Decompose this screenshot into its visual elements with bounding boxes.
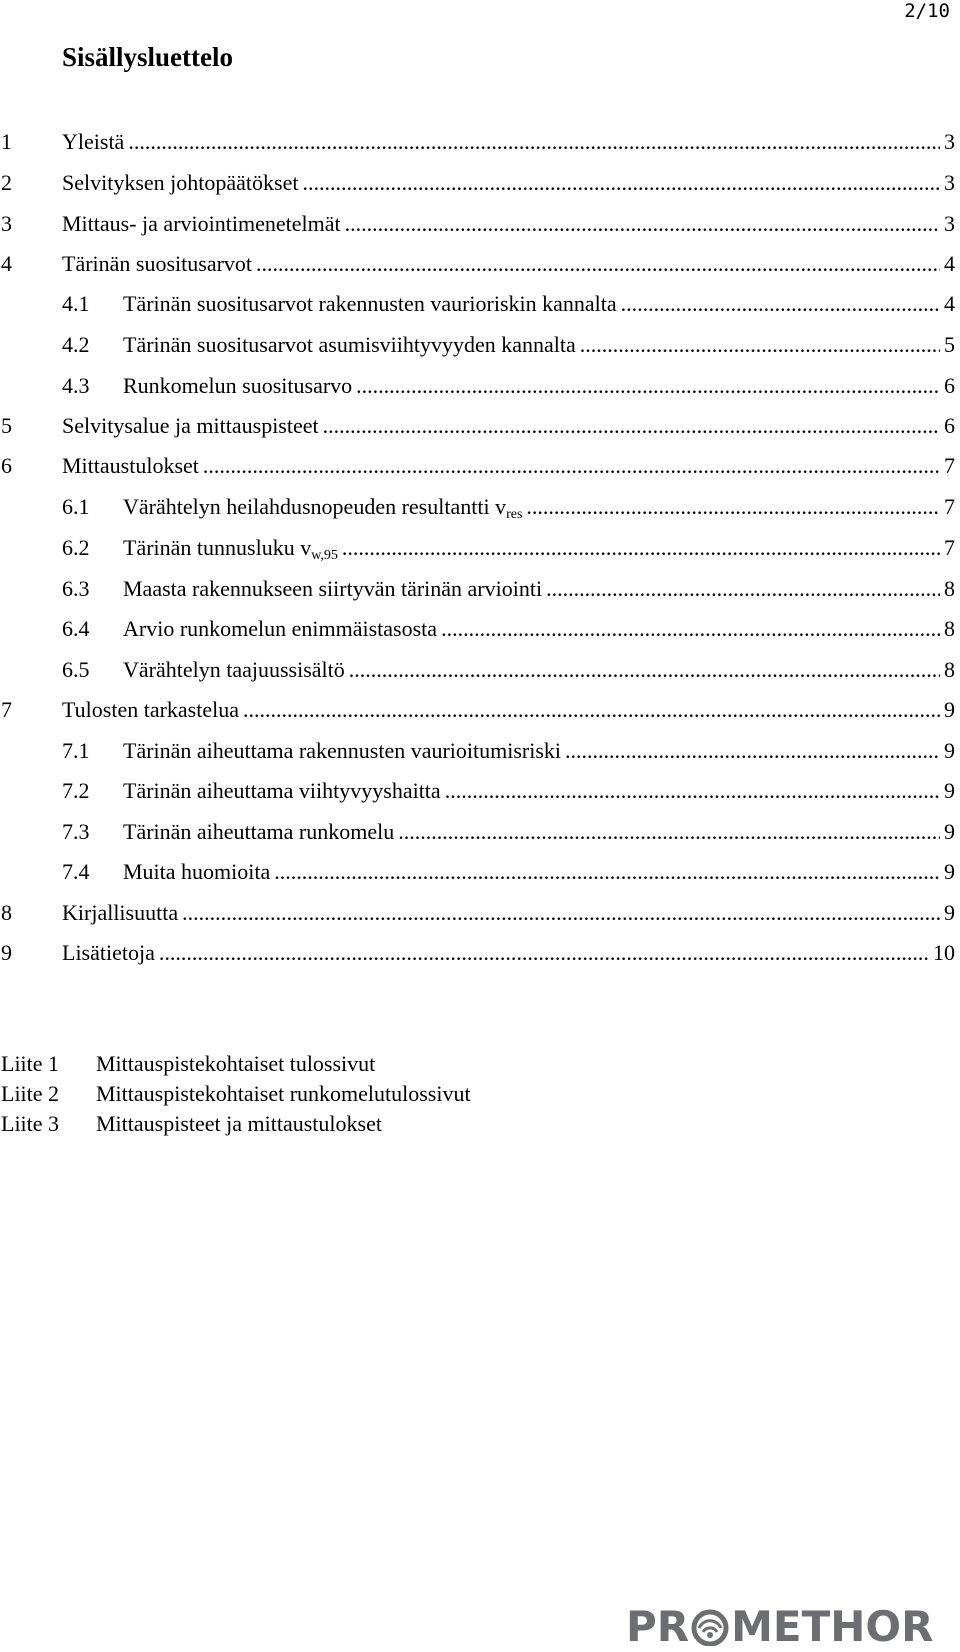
toc-entry[interactable] [0,573,960,605]
toc-entry-page: 9 [944,819,955,844]
toc-entry[interactable] [0,410,960,442]
toc-entry[interactable] [0,208,960,240]
dot-leader [256,248,940,280]
toc-entry-title [123,816,394,848]
toc-entry-title [62,937,155,969]
toc-entry-line [123,491,960,523]
toc-entry[interactable] [0,532,960,564]
dot-leader [274,856,940,888]
toc-entry-title [123,370,352,402]
toc-entry-line [123,613,960,645]
appendix-list [0,1049,700,1139]
toc-entry-line [123,654,960,686]
toc-entry-line [62,410,960,442]
toc-entry-number: 6.3 [62,576,90,601]
toc-entry-number: 6 [1,453,12,478]
toc-entry[interactable] [0,370,960,402]
toc-entry-title-text: Yleistä [62,129,125,154]
appendix-label: Liite 2 [1,1081,60,1106]
toc-entry-title [62,208,341,240]
toc-entry-title-text: Kirjallisuutta [62,900,179,925]
appendix-title: Mittauspisteet ja mittaustulokset [96,1111,382,1136]
toc-entry[interactable] [0,613,960,645]
toc-entry-line [123,370,960,402]
toc-entry-title-text: Tärinän suositusarvot [62,251,253,276]
dot-leader [243,694,940,726]
toc-entry-page: 9 [944,778,955,803]
toc-entry-title-text: Tärinän tunnusluku v [123,535,312,560]
toc-entry-title-text: Tulosten tarkastelua [62,697,239,722]
toc-heading: Sisällysluettelo [62,42,234,72]
toc-entry-page: 9 [944,697,955,722]
toc-entry-page: 3 [944,170,955,195]
toc-entry-title-text: Arvio runkomelun enimmäistasosta [123,616,438,641]
page-number: 2/10 [904,0,950,22]
toc-entry-title-text: Selvityksen johtopäätökset [62,170,299,195]
toc-entry-title-text: Muita huomioita [123,859,271,884]
dot-leader [345,208,940,240]
toc-entry-number: 4.1 [62,291,90,316]
toc-entry-title [123,613,437,645]
toc-entry-subscript: res [506,507,523,522]
toc-entry[interactable] [0,735,960,767]
toc-entry-page: 4 [944,251,955,276]
toc-entry-number: 1 [1,129,12,154]
dot-leader [302,167,940,199]
promethor-logo [626,1601,956,1651]
dot-leader [159,937,929,969]
toc-entry-page: 3 [944,129,955,154]
toc-entry-number: 6.4 [62,616,90,641]
toc-entry-number: 6.2 [62,535,90,560]
toc-entry-line [123,735,960,767]
toc-entry-number: 6.1 [62,494,90,519]
toc-entry-title-text: Tärinän suositusarvot rakennusten vaurioriskin kannalta [123,291,617,316]
toc-entry-line [62,208,960,240]
toc-entry-title [62,897,178,929]
toc-entry-title [62,248,252,280]
toc-entry-title [123,491,522,523]
appendix-title: Mittauspistekohtaiset runkomelutulossivut [96,1081,471,1106]
appendix-title: Mittauspistekohtaiset tulossivut [96,1051,376,1076]
dot-leader [182,897,940,929]
toc-entry-title [123,654,345,686]
toc-entry-line [62,897,960,929]
toc-entry-page: 7 [944,535,955,560]
toc-entry-subscript: w,95 [311,548,338,563]
toc-entry[interactable] [0,694,960,726]
toc-entry-title [123,775,441,807]
dot-leader [526,491,940,523]
toc-entry-line [62,694,960,726]
toc-entry-title-text: Selvitysalue ja mittauspisteet [62,413,319,438]
toc-entry-title [123,573,542,605]
toc-entry-title [123,856,270,888]
dot-leader [441,613,940,645]
toc-entry[interactable] [0,775,960,807]
dot-leader [621,288,940,320]
toc-entry-number: 7.3 [62,819,90,844]
toc-entry-number: 4.2 [62,332,90,357]
signal-o-icon [690,1606,730,1646]
toc-entry-number: 7 [1,697,12,722]
toc-entry-page: 4 [944,291,955,316]
toc-entry-line [62,937,960,969]
toc-entry-title [62,167,298,199]
toc-entry-page: 6 [944,373,955,398]
toc-entry-page: 8 [944,616,955,641]
toc-entry-number: 4.3 [62,373,90,398]
toc-entry[interactable] [0,816,960,848]
toc-entry-page: 6 [944,413,955,438]
toc-entry[interactable] [0,288,960,320]
dot-leader [323,410,940,442]
appendix-item [0,1109,700,1139]
toc-entry-title [123,329,576,361]
dot-leader [128,126,940,158]
toc-entry-title-text: Tärinän aiheuttama viihtyvyyshaitta [123,778,441,803]
toc-entry-line [123,573,960,605]
toc-entry-title [62,450,199,482]
toc-entry-title-text: Mittaustulokset [62,453,199,478]
toc-entry-number: 9 [1,940,12,965]
toc-entry-page: 8 [944,576,955,601]
toc-entry-line [123,816,960,848]
toc-entry-page: 3 [944,211,955,236]
appendix-label: Liite 1 [1,1051,60,1076]
toc-entry-title [123,735,561,767]
dot-leader [546,573,940,605]
dot-leader [445,775,940,807]
toc-entry-line [62,248,960,280]
toc-entry[interactable] [0,126,960,158]
logo-text-prefix: PR [626,1601,690,1651]
appendix-label: Liite 3 [1,1111,60,1136]
toc-entry[interactable] [0,248,960,280]
toc-entry-title-text: Tärinän suositusarvot asumisviihtyvyyden kannalta [123,332,576,357]
dot-leader [356,370,940,402]
toc-entry[interactable] [0,491,960,523]
toc-entry-title-text: Tärinän aiheuttama runkomelu [123,819,395,844]
toc-entry-line [123,856,960,888]
toc-entry-title [62,126,124,158]
dot-leader [349,654,940,686]
dot-leader [398,816,940,848]
toc-entry-title-text: Värähtelyn heilahdusnopeuden resultantti v [123,494,507,519]
toc-entry[interactable] [0,329,960,361]
toc-entry-number: 5 [1,413,12,438]
toc-entry-title [62,410,319,442]
toc-entry-number: 7.4 [62,859,90,884]
toc-entry-page: 10 [933,940,955,965]
appendix-item [0,1049,700,1079]
toc-entry-line [123,775,960,807]
toc-entry-number: 7.1 [62,738,90,763]
toc-entry-line [123,329,960,361]
toc-entry-number: 8 [1,900,12,925]
toc-entry-title-text: Värähtelyn taajuussisältö [123,657,345,682]
toc-entry-page: 9 [944,738,955,763]
toc-entry-line [62,167,960,199]
toc-entry[interactable] [0,856,960,888]
toc-entry-line [62,126,960,158]
toc-entry[interactable] [0,937,960,969]
dot-leader [565,735,940,767]
toc-entry-number: 2 [1,170,12,195]
toc-entry-number: 6.5 [62,657,90,682]
toc-entry-page: 5 [944,332,955,357]
toc-entry-line [62,450,960,482]
toc-entry-title [123,288,617,320]
toc-entry-line [123,532,960,564]
toc-entry-page: 7 [944,494,955,519]
dot-leader [580,329,940,361]
dot-leader [203,450,940,482]
toc-entry-title-text: Lisätietoja [62,940,155,965]
toc-entry-title-text: Runkomelun suositusarvo [123,373,353,398]
toc-entry[interactable] [0,654,960,686]
toc-entry-number: 3 [1,211,12,236]
toc-entry[interactable] [0,450,960,482]
logo-text-suffix: METHOR [731,1601,934,1651]
toc-entry-title [62,694,239,726]
toc-entry-title-text: Mittaus- ja arviointimenetelmät [62,211,341,236]
toc-entry[interactable] [0,167,960,199]
toc-entry-page: 9 [944,900,955,925]
toc-entry-title [123,532,338,564]
toc-entry-page: 8 [944,657,955,682]
appendix-item [0,1079,700,1109]
toc-entry-page: 7 [944,453,955,478]
toc-entry-title-text: Tärinän aiheuttama rakennusten vaurioitumisriski [123,738,562,763]
toc-entry[interactable] [0,897,960,929]
toc-entry-page: 9 [944,859,955,884]
toc-entry-number: 4 [1,251,12,276]
toc-entry-number: 7.2 [62,778,90,803]
toc-entry-title-text: Maasta rakennukseen siirtyvän tärinän arviointi [123,576,543,601]
dot-leader [342,532,940,564]
toc-entry-line [123,288,960,320]
